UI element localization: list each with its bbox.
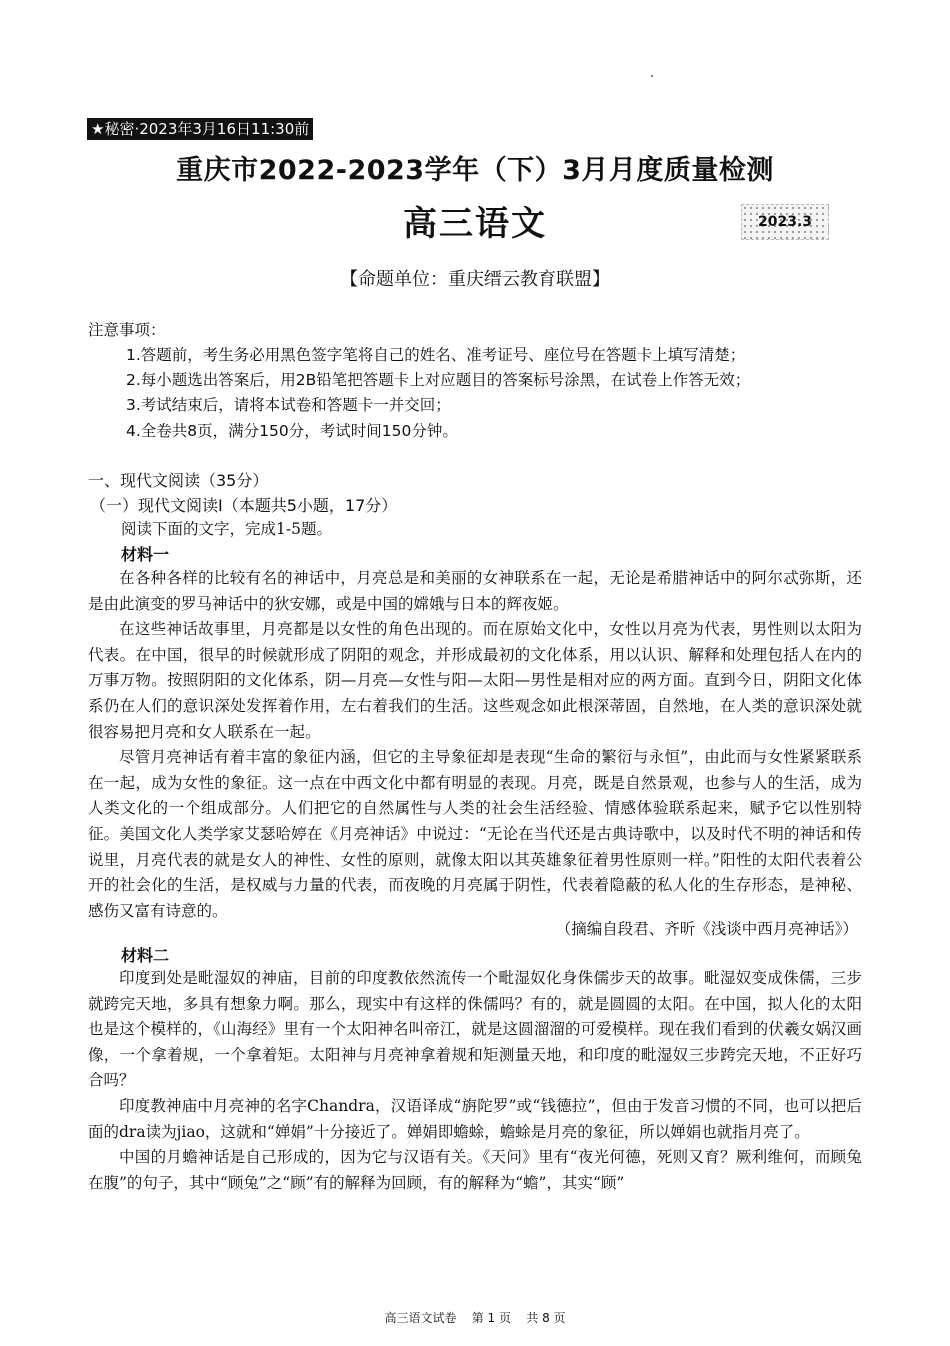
page-footer [0, 1309, 950, 1326]
scan-dot [651, 75, 653, 77]
material-one-source: （摘编自段君、齐昕《浅谈中西月亮神话》） [555, 920, 858, 938]
notice-heading: 注意事项： [88, 321, 166, 339]
date-badge: 2023.3 [741, 204, 829, 240]
subsection-title: （一）现代文阅读Ⅰ（本题共5小题，17分） [90, 496, 398, 515]
paragraph: 在各种各样的比较有名的神话中，月亮总是和美丽的女神联系在一起，无论是希腊神话中的阿尔忒弥斯，还是由此演变的罗马神话中的狄安娜，或是中国的嫦娥与日本的辉夜姬。 [88, 569, 862, 613]
secret-label: ★秘密·2023年3月16日11:30前 [87, 118, 313, 140]
reading-instruction: 阅读下面的文字，完成1-5题。 [121, 520, 332, 538]
paragraph: 印度教神庙中月亮神的名字Chandra，汉语译成“旃陀罗”或“钱德拉”，但由于发音习惯的不同，也可以把后面的dra读为jiao，这就和“婵娟”十分接近了。婵娟即蟾蜍，蟾蜍是月亮的象征，所以婵娟也就指月亮了。 [88, 1096, 862, 1141]
paragraph: 尽管月亮神话有着丰富的象征内涵，但它的主导象征却是表现“生命的繁衍与永恒”，由此而与女性紧紧联系在一起，成为女性的象征。这一点在中西文化中都有明显的表现。月亮，既是自然景观，也参与人的生活，成为人类文化的一个组成部分。人们把它的自然属性与人类的社会生活经验、情感体验联系起来，赋予它以性别特征。美国文化人类学家艾瑟哈婷在《月亮神话》中说过：“无论在当代还是古典诗歌中，以及时代不明的神话和传说里，月亮代表的就是女人的神性、女性的原则，就像太阳以其英雄象征着男性原则一样。”阳性的太阳代表着公开的社会化的生活，是权威与力量的代表，而夜晚的月亮属于阴性，代表着隐蔽的私人化的生存形态，是神秘、感伤又富有诗意的。 [88, 748, 862, 920]
notice-item: 2.每小题选出答案后，用2B铅笔把答题卡上对应题目的答案标号涂黑，在试卷上作答无效； [126, 371, 751, 389]
notice-item: 3.考试结束后，请将本试卷和答题卡一并交回； [126, 396, 451, 414]
footer-page: 第 1 页 [471, 1311, 511, 1325]
material-one-body [88, 566, 862, 924]
paragraph: 中国的月蟾神话是自己形成的，因为它与汉语有关。《天问》里有“夜光何德，死则又育？厥利维何，而顾兔在腹”的句子，其中“顾兔”之“顾”有的解释为回顾，有的解释为“蟾”，其实“顾” [88, 1148, 862, 1192]
footer-subject: 高三语文试卷 [384, 1311, 457, 1325]
issuing-unit: 【命题单位：重庆缙云教育联盟】 [340, 269, 610, 290]
material-two-label: 材料二 [121, 946, 170, 965]
material-one-label: 材料一 [121, 545, 170, 564]
notice-item: 1.答题前，考生务必用黑色签字笔将自己的姓名、准考证号、座位号在答题卡上填写清楚； [126, 346, 746, 364]
subject-title: 高三语文 [403, 204, 547, 244]
section-title: 一、现代文阅读（35分） [88, 471, 269, 490]
footer-total: 共 8 页 [526, 1311, 566, 1325]
notice-item: 4.全卷共8页，满分150分，考试时间150分钟。 [126, 422, 458, 440]
material-two-body [88, 966, 862, 1196]
exam-title: 重庆市2022-2023学年（下）3月月度质量检测 [176, 155, 774, 186]
paragraph: 在这些神话故事里，月亮都是以女性的角色出现的。而在原始文化中，女性以月亮为代表，男性则以太阳为代表。在中国，很早的时候就形成了阴阳的观念，并形成最初的文化体系，用以认识、解释和处理包括人在内的万事万物。按照阴阳的文化体系，阴—月亮—女性与阳—太阳—男性是相对应的两方面。直到今日，阴阳文化体系仍在人们的意识深处发挥着作用，左右着我们的生活。这些观念如此根深蒂固，自然地，在人类的意识深处就很容易把月亮和女人联系在一起。 [88, 620, 862, 741]
paragraph: 印度到处是毗湿奴的神庙，目前的印度教依然流传一个毗湿奴化身侏儒步天的故事。毗湿奴变成侏儒，三步就跨完天地，多具有想象力啊。那么，现实中有这样的侏儒吗？有的，就是圆圆的太阳。在中国，拟人化的太阳也是这个模样的，《山海经》里有一个太阳神名叫帝江，就是这圆溜溜的可爱模样。现在我们看到的伏羲女娲汉画像，一个拿着规，一个拿着矩。太阳神与月亮神拿着规和矩测量天地，和印度的毗湿奴三步跨完天地，不正好巧合吗？ [88, 969, 862, 1090]
